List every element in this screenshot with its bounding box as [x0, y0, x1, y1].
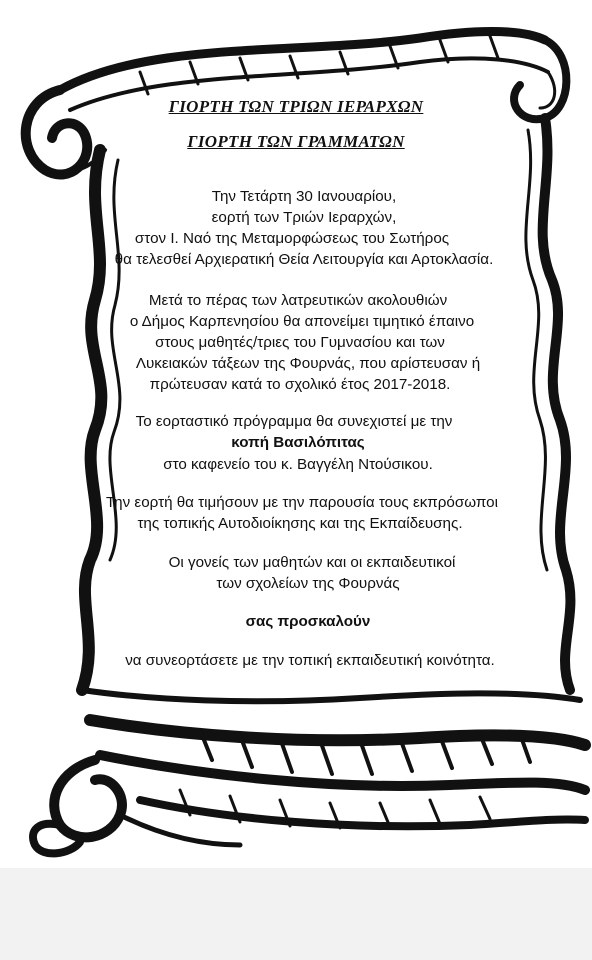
p1-line-3: στον Ι. Ναό της Μεταμορφώσεως του Σωτήρος [134, 230, 450, 247]
heading-line-1: ΓΙΟΡΤΗ ΤΩΝ ΤΡΙΩΝ ΙΕΡΑΡΧΩΝ [168, 97, 424, 116]
p2-line-5: πρώτευσαν κατά το σχολικό έτος 2017-2018. [149, 376, 451, 393]
p5-line-1: Οι γονείς των μαθητών και οι εκπαιδευτικοί [168, 554, 456, 571]
p2-line-4: Λυκειακών τάξεων της Φουρνάς, που αρίστευσαν ή [135, 355, 481, 372]
p3-line-2: κοπή Βασιλόπιτας [231, 434, 365, 451]
p5-line-2: των σχολείων της Φουρνάς [216, 575, 400, 592]
p1-line-4: θα τελεσθεί Αρχιερατική Θεία Λειτουργία και Αρτοκλασία. [114, 251, 494, 268]
p4-line-1: Την εορτή θα τιμήσουν με την παρουσία τους εκπρόσωποι [106, 494, 498, 511]
p2-line-2: ο Δήμος Καρπενησίου θα απονείμει τιμητικό έπαινο [129, 313, 475, 330]
closing-line: να συνεορτάσετε με την τοπική εκπαιδευτική κοινότητα. [125, 652, 495, 669]
p3-line-1: Το εορταστικό πρόγραμμα θα συνεχιστεί με την [135, 413, 453, 430]
p2-line-1: Μετά το πέρας των λατρευτικών ακολουθιών [148, 292, 448, 309]
invite-line: σας προσκαλούν [245, 613, 371, 630]
p1-line-2: εορτή των Τριών Ιεραρχών, [211, 209, 397, 226]
p3-line-3: στο καφενείο του κ. Βαγγέλη Ντούσικου. [163, 456, 433, 473]
p2-line-3: στους μαθητές/τριες του Γυμνασίου και των [155, 334, 445, 351]
heading-line-2: ΓΙΟΡΤΗ ΤΩΝ ΓΡΑΜΜΑΤΩΝ [187, 132, 405, 151]
bottom-blank-strip [0, 868, 592, 960]
p4-line-2: της τοπικής Αυτοδιοίκησης και της Εκπαίδευσης. [137, 515, 463, 532]
p1-line-1: Την Τετάρτη 30 Ιανουαρίου, [211, 188, 397, 205]
